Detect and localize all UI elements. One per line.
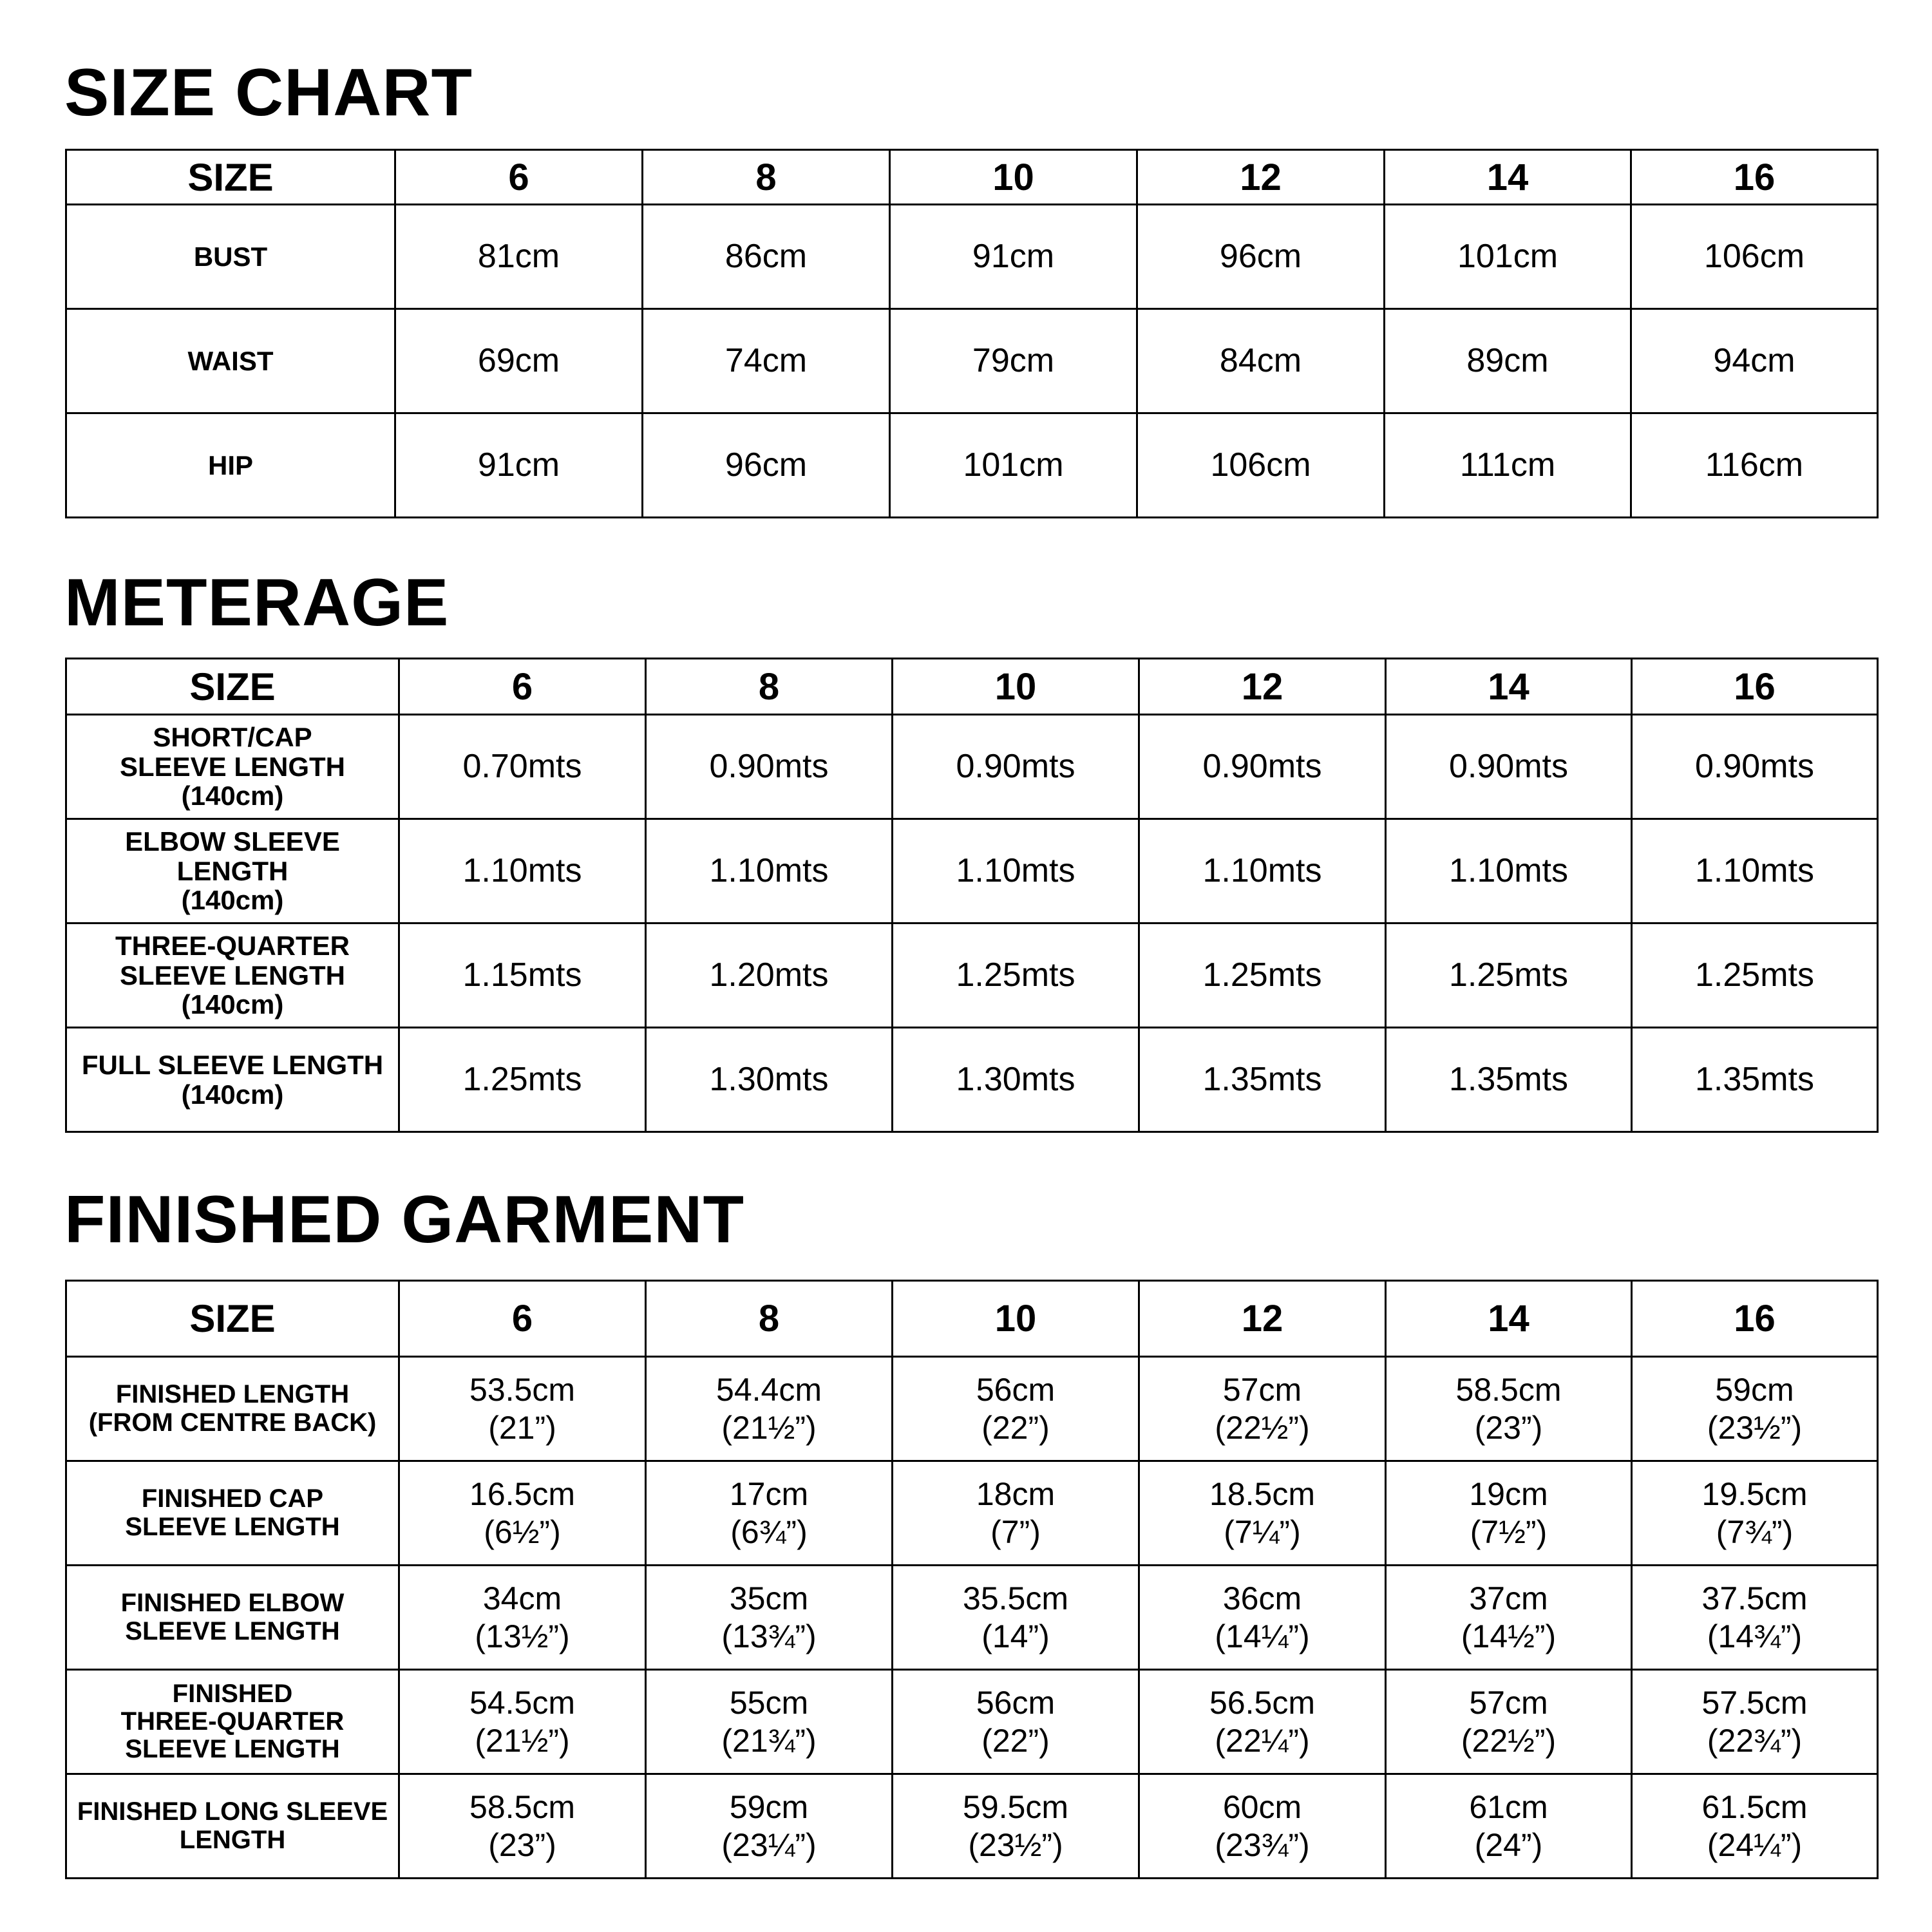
table-cell: 1.10mts	[646, 819, 893, 923]
table-cell	[1139, 1774, 1386, 1879]
imperial-value: (22”)	[981, 1722, 1050, 1759]
table-row	[66, 309, 1878, 413]
row-label-text: THREE-QUARTER SLEEVE LENGTH (140cm)	[115, 931, 350, 1020]
table-cell	[1139, 1461, 1386, 1566]
header-cell: SIZE	[66, 1281, 399, 1357]
row-label	[66, 1774, 399, 1879]
table-cell: 0.90mts	[1386, 715, 1632, 819]
metric-value: 56.5cm	[1209, 1685, 1315, 1721]
table-cell: 0.90mts	[893, 715, 1139, 819]
header-cell: 6	[399, 1281, 646, 1357]
table-cell: 69cm	[395, 309, 643, 413]
imperial-value: (7¾”)	[1716, 1513, 1794, 1550]
row-label: HIP	[66, 413, 395, 518]
size-chart-table	[65, 149, 1879, 518]
table-row	[66, 1566, 1878, 1670]
table-cell: 116cm	[1631, 413, 1878, 518]
header-cell: 14	[1385, 150, 1631, 205]
table-cell: 1.30mts	[646, 1028, 893, 1132]
table-cell: 86cm	[643, 205, 890, 309]
header-cell: SIZE	[66, 150, 395, 205]
table-cell	[893, 1670, 1139, 1774]
row-label	[66, 923, 399, 1028]
imperial-value: (21”)	[488, 1409, 556, 1446]
table-cell	[1632, 1566, 1878, 1670]
meterage-header-row	[66, 659, 1878, 715]
table-row	[66, 1357, 1878, 1461]
header-cell: 6	[399, 659, 646, 715]
header-cell: 8	[646, 659, 893, 715]
imperial-value: (14½”)	[1461, 1618, 1557, 1654]
table-cell: 91cm	[890, 205, 1137, 309]
table-cell: 84cm	[1137, 309, 1385, 413]
header-cell: 16	[1632, 1281, 1878, 1357]
row-label-text: FINISHED LENGTH (FROM CENTRE BACK)	[88, 1380, 377, 1437]
imperial-value: (14¾”)	[1707, 1618, 1803, 1654]
header-cell: 6	[395, 150, 643, 205]
imperial-value: (13¾”)	[721, 1618, 817, 1654]
table-cell	[893, 1774, 1139, 1879]
row-label	[66, 1357, 399, 1461]
imperial-value: (13½”)	[475, 1618, 570, 1654]
metric-value: 54.4cm	[716, 1372, 822, 1408]
table-cell	[893, 1461, 1139, 1566]
metric-value: 19.5cm	[1701, 1476, 1808, 1512]
table-cell: 106cm	[1631, 205, 1878, 309]
table-cell: 111cm	[1385, 413, 1631, 518]
row-label-text: FINISHED CAP SLEEVE LENGTH	[125, 1484, 340, 1541]
table-cell: 1.25mts	[1632, 923, 1878, 1028]
table-row	[66, 715, 1878, 819]
table-cell: 101cm	[890, 413, 1137, 518]
row-label-text: ELBOW SLEEVE LENGTH (140cm)	[125, 826, 340, 916]
metric-value: 58.5cm	[469, 1789, 575, 1825]
metric-value: 55cm	[729, 1685, 809, 1721]
meterage-title: METERAGE	[64, 565, 450, 640]
table-cell: 1.25mts	[893, 923, 1139, 1028]
metric-value: 16.5cm	[469, 1476, 575, 1512]
metric-value: 56cm	[976, 1685, 1056, 1721]
table-cell: 106cm	[1137, 413, 1385, 518]
table-cell: 0.90mts	[646, 715, 893, 819]
imperial-value: (24”)	[1474, 1826, 1543, 1863]
table-cell	[893, 1357, 1139, 1461]
row-label-text: FINISHED LONG SLEEVE LENGTH	[77, 1797, 388, 1854]
table-cell	[1139, 1566, 1386, 1670]
metric-value: 18.5cm	[1209, 1476, 1315, 1512]
row-label: BUST	[66, 205, 395, 309]
size-chart-header-row	[66, 150, 1878, 205]
table-row	[66, 1774, 1878, 1879]
table-cell: 1.10mts	[399, 819, 646, 923]
table-cell	[1386, 1774, 1632, 1879]
table-cell: 0.90mts	[1139, 715, 1386, 819]
metric-value: 34cm	[482, 1580, 562, 1616]
table-cell	[399, 1774, 646, 1879]
table-cell: 74cm	[643, 309, 890, 413]
metric-value: 35.5cm	[963, 1580, 1068, 1616]
imperial-value: (14”)	[981, 1618, 1050, 1654]
table-cell	[1386, 1461, 1632, 1566]
metric-value: 59cm	[1715, 1372, 1794, 1408]
metric-value: 58.5cm	[1455, 1372, 1562, 1408]
header-cell: 12	[1137, 150, 1385, 205]
row-label	[66, 1566, 399, 1670]
metric-value: 56cm	[976, 1372, 1056, 1408]
imperial-value: (6¾”)	[730, 1513, 808, 1550]
row-label	[66, 1670, 399, 1774]
metric-value: 59cm	[729, 1789, 809, 1825]
metric-value: 37.5cm	[1701, 1580, 1808, 1616]
header-cell: 8	[643, 150, 890, 205]
imperial-value: (7¼”)	[1224, 1513, 1301, 1550]
table-cell	[646, 1670, 893, 1774]
table-cell: 0.90mts	[1632, 715, 1878, 819]
imperial-value: (22¾”)	[1707, 1722, 1803, 1759]
table-cell	[1139, 1670, 1386, 1774]
metric-value: 37cm	[1469, 1580, 1548, 1616]
header-cell: 12	[1139, 659, 1386, 715]
table-row	[66, 819, 1878, 923]
table-cell: 101cm	[1385, 205, 1631, 309]
finished-garment-header-row	[66, 1281, 1878, 1357]
header-cell: 12	[1139, 1281, 1386, 1357]
table-row	[66, 1028, 1878, 1132]
metric-value: 19cm	[1469, 1476, 1548, 1512]
table-cell: 1.10mts	[1632, 819, 1878, 923]
imperial-value: (24¼”)	[1707, 1826, 1803, 1863]
metric-value: 61cm	[1469, 1789, 1548, 1825]
imperial-value: (23½”)	[1707, 1409, 1803, 1446]
table-cell: 0.70mts	[399, 715, 646, 819]
table-cell	[399, 1566, 646, 1670]
table-cell: 1.25mts	[399, 1028, 646, 1132]
header-cell: 10	[893, 1281, 1139, 1357]
table-cell: 1.10mts	[1386, 819, 1632, 923]
imperial-value: (6½”)	[484, 1513, 561, 1550]
table-cell: 96cm	[643, 413, 890, 518]
table-row	[66, 205, 1878, 309]
table-cell: 1.30mts	[893, 1028, 1139, 1132]
row-label	[66, 819, 399, 923]
table-cell: 96cm	[1137, 205, 1385, 309]
table-cell: 1.35mts	[1139, 1028, 1386, 1132]
row-label-text: SHORT/CAP SLEEVE LENGTH (140cm)	[119, 722, 346, 811]
table-cell: 1.35mts	[1632, 1028, 1878, 1132]
table-cell	[1386, 1670, 1632, 1774]
metric-value: 60cm	[1222, 1789, 1302, 1825]
imperial-value: (21½”)	[721, 1409, 817, 1446]
table-cell	[399, 1670, 646, 1774]
row-label-text: FULL SLEEVE LENGTH (140cm)	[81, 1050, 384, 1110]
row-label	[66, 1461, 399, 1566]
table-cell	[893, 1566, 1139, 1670]
row-label	[66, 715, 399, 819]
imperial-value: (23”)	[1474, 1409, 1543, 1446]
imperial-value: (23¾”)	[1215, 1826, 1310, 1863]
metric-value: 61.5cm	[1701, 1789, 1808, 1825]
table-row	[66, 1461, 1878, 1566]
table-cell	[1386, 1357, 1632, 1461]
table-row	[66, 413, 1878, 518]
metric-value: 57cm	[1222, 1372, 1302, 1408]
header-cell: 8	[646, 1281, 893, 1357]
table-cell: 1.10mts	[1139, 819, 1386, 923]
metric-value: 36cm	[1222, 1580, 1302, 1616]
row-label: WAIST	[66, 309, 395, 413]
imperial-value: (7”)	[990, 1513, 1041, 1550]
metric-value: 18cm	[976, 1476, 1056, 1512]
table-cell	[1632, 1461, 1878, 1566]
table-cell	[399, 1357, 646, 1461]
table-row	[66, 923, 1878, 1028]
imperial-value: (23¼”)	[721, 1826, 817, 1863]
table-cell	[646, 1357, 893, 1461]
table-cell: 1.25mts	[1386, 923, 1632, 1028]
metric-value: 53.5cm	[469, 1372, 575, 1408]
table-cell	[1632, 1670, 1878, 1774]
imperial-value: (22¼”)	[1215, 1722, 1310, 1759]
imperial-value: (23”)	[488, 1826, 556, 1863]
table-cell: 1.20mts	[646, 923, 893, 1028]
table-cell	[1632, 1357, 1878, 1461]
header-cell: 14	[1386, 659, 1632, 715]
table-cell	[646, 1566, 893, 1670]
table-cell: 79cm	[890, 309, 1137, 413]
header-cell: 16	[1632, 659, 1878, 715]
metric-value: 59.5cm	[963, 1789, 1068, 1825]
table-cell	[1139, 1357, 1386, 1461]
row-label-text: FINISHED ELBOW SLEEVE LENGTH	[120, 1589, 345, 1645]
table-cell: 1.10mts	[893, 819, 1139, 923]
metric-value: 17cm	[729, 1476, 809, 1512]
row-label-text: FINISHED THREE-QUARTER SLEEVE LENGTH	[120, 1679, 345, 1764]
imperial-value: (22”)	[981, 1409, 1050, 1446]
table-cell	[1632, 1774, 1878, 1879]
imperial-value: (21¾”)	[721, 1722, 817, 1759]
table-cell: 1.25mts	[1139, 923, 1386, 1028]
imperial-value: (7½”)	[1470, 1513, 1548, 1550]
imperial-value: (22½”)	[1215, 1409, 1310, 1446]
metric-value: 57.5cm	[1701, 1685, 1808, 1721]
finished-garment-table	[65, 1280, 1879, 1879]
table-cell	[1386, 1566, 1632, 1670]
table-cell: 91cm	[395, 413, 643, 518]
finished-garment-title: FINISHED GARMENT	[64, 1182, 744, 1257]
table-row	[66, 1670, 1878, 1774]
imperial-value: (23½”)	[968, 1826, 1063, 1863]
metric-value: 35cm	[729, 1580, 809, 1616]
header-cell: 10	[890, 150, 1137, 205]
size-chart-title: SIZE CHART	[64, 55, 473, 130]
table-cell: 1.35mts	[1386, 1028, 1632, 1132]
header-cell: 10	[893, 659, 1139, 715]
meterage-table	[65, 658, 1879, 1133]
imperial-value: (22½”)	[1461, 1722, 1557, 1759]
table-cell	[646, 1774, 893, 1879]
table-cell: 1.15mts	[399, 923, 646, 1028]
table-cell: 81cm	[395, 205, 643, 309]
imperial-value: (14¼”)	[1215, 1618, 1310, 1654]
metric-value: 54.5cm	[469, 1685, 575, 1721]
metric-value: 57cm	[1469, 1685, 1548, 1721]
header-cell: 14	[1386, 1281, 1632, 1357]
table-cell	[646, 1461, 893, 1566]
header-cell: 16	[1631, 150, 1878, 205]
row-label	[66, 1028, 399, 1132]
imperial-value: (21½”)	[475, 1722, 570, 1759]
table-cell: 94cm	[1631, 309, 1878, 413]
table-cell: 89cm	[1385, 309, 1631, 413]
header-cell: SIZE	[66, 659, 399, 715]
table-cell	[399, 1461, 646, 1566]
